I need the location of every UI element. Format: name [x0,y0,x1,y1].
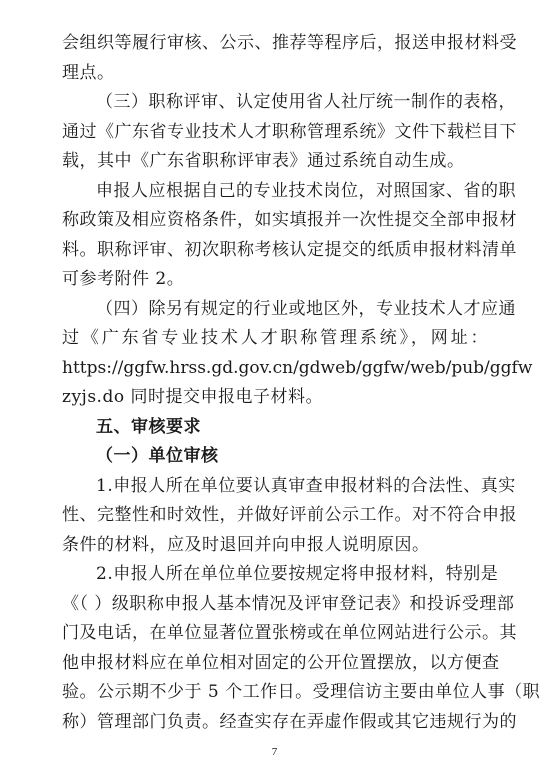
text-line: 称）管理部门负责。经查实存在弄虚作假或其它违规行为的 [62,711,517,732]
text-line: zyjs.do 同时提交申报电子材料。 [62,387,323,407]
text-line: 1.申报人所在单位要认真审查申报材料的合法性、真实 [96,475,516,496]
url-line: https://ggfw.hrss.gd.gov.cn/gdweb/ggfw/web/pub/ggfw [62,357,533,378]
subsection-heading: （一）单位审核 [96,446,219,466]
text-line: （三）职称评审、认定使用省人社厅统一制作的表格， [96,92,516,112]
text-line: 可参考附件 2。 [62,269,185,289]
text-line: 料。职称评审、初次职称考核认定提交的纸质申报材料清单 [62,239,517,260]
text-line: 验。公示期不少于 5 个工作日。受理信访主要由单位人事（职 [62,682,541,702]
text-line: 称政策及相应资格条件，如实填报并一次性提交全部申报材 [62,210,517,230]
text-line: 他申报材料应在单位相对固定的公开位置摆放，以方便查 [62,652,500,673]
text-line: 性、完整性和时效性，并做好评前公示工作。对不符合申报 [62,505,517,525]
text-line: 过《广东省专业技术人才职称管理系统》，网址： [62,328,488,348]
text-line: 会组织等履行审核、公示、推荐等程序后，报送申报材料受 [62,33,517,53]
text-line: 《（ ）级职称申报人基本情况及评审登记表》和投诉受理部 [62,593,515,614]
section-heading: 五、审核要求 [96,416,201,437]
text-line: 通过《广东省专业技术人才职称管理系统》文件下载栏目下 [62,121,517,142]
text-line: 门及电话，在单位显著位置张榜或在单位网站进行公示。其 [62,623,517,643]
text-line: 申报人应根据自己的专业技术岗位，对照国家、省的职 [96,180,516,201]
page-number: 7 [271,746,278,758]
text-line: 理点。 [62,62,115,83]
text-line: 条件的材料，应及时退回并向申报人说明原因。 [62,534,430,555]
text-line: （四）除另有规定的行业或地区外，专业技术人才应通 [96,298,516,319]
text-line: 载，其中《广东省职称评审表》通过系统自动生成。 [62,151,465,171]
text-line: 2.申报人所在单位单位要按规定将申报材料，特别是 [96,564,499,584]
